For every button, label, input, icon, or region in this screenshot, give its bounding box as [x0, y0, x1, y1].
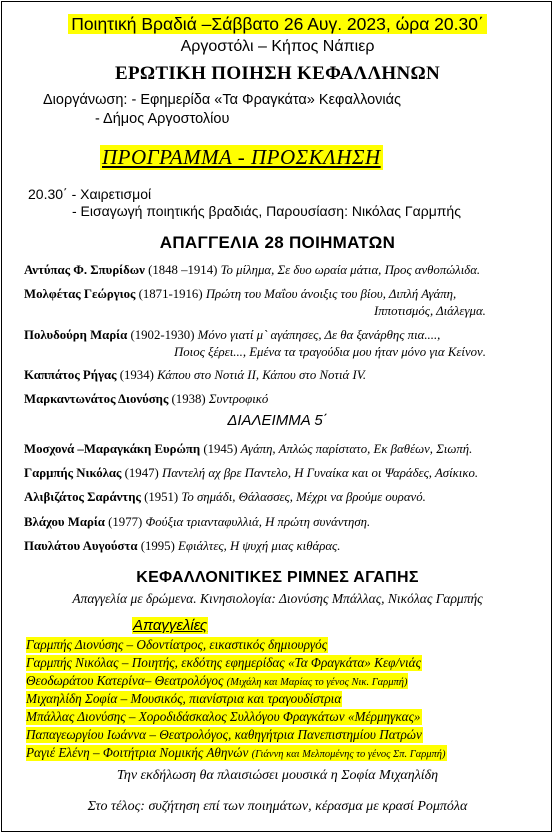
- poet-entry: [24, 466, 478, 481]
- reciter-text: Μιχαηλίδη Σοφία – Μουσικός, πιανίστρια και τραγουδίστρια: [26, 691, 342, 706]
- reciter-text: Μπάλλας Διονύσης – Χοροδιδάσκαλος Συλλόγου Φραγκάτων «Μέρμηγκας»: [26, 709, 421, 724]
- intermission-label: ΔΙΑΛΕΙΜΜΑ 5΄: [227, 412, 328, 429]
- poet-entry: [24, 368, 366, 383]
- reciter-line: [26, 709, 422, 725]
- reciter-line: [26, 691, 342, 707]
- poet-entry: [24, 490, 426, 505]
- reciter-text: Παπαγεωργίου Ιωάννα – Θεατρολόγος, καθηγήτρια Πανεπιστημίου Πατρών: [26, 727, 422, 742]
- poet-poems-continued: Ποιος ξέρει..., Εμένα τα τραγούδια μου ήταν μόνο για Κείνον.: [174, 345, 486, 359]
- reciter-text: Ραγιέ Ελένη – Φοιτήτρια Νομικής Αθηνών: [26, 745, 252, 760]
- poet-entry: [24, 442, 472, 457]
- reciter-line: [26, 745, 447, 761]
- poet-poems: Πρώτη του Μαΐου άνοιξις του βίου, Διπλή Αγάπη,: [205, 287, 457, 301]
- poet-name: Γαρμπής Νικόλας: [24, 466, 122, 480]
- poet-years: (1977): [108, 515, 143, 529]
- reciter-text: Γαρμπής Νικόλας – Ποιητής, εκδότης εφημερίδας «Τα Φραγκάτα» Κεφ/νιάς: [26, 655, 421, 670]
- closing-note: Στο τέλος: συζήτηση επί των ποιημάτων, κέρασμα με κρασί Ρομπόλα: [87, 799, 468, 814]
- reciter-note: (Μιχάλη και Μαρίας το γένος Νικ. Γαρμπή): [226, 677, 408, 688]
- event-place: Αργοστόλι – Κήπος Νάπιερ: [180, 38, 375, 55]
- poet-name: Αλιβιζάτος Σαράντης: [24, 490, 141, 504]
- reciter-line: [26, 673, 408, 689]
- poet-years: (1934): [119, 368, 154, 382]
- rhymes-heading: ΚΕΦΑΛΛΟΝΙΤΙΚΕΣ ΡΙΜΝΕΣ ΑΓΑΠΗΣ: [136, 569, 419, 586]
- organizer-line-1: Διοργάνωση: - Εφημερίδα «Τα Φραγκάτα» Κεφαλλονιάς: [43, 92, 402, 108]
- reciter-line: [26, 637, 328, 653]
- recitations-heading: ΑΠΑΓΓΕΛΙΑ 28 ΠΟΙΗΜΑΤΩΝ: [159, 233, 396, 252]
- poet-entry: [24, 515, 370, 530]
- reciter-note: (Γιάννη και Μελπομένης το γένος Σπ. Γαρμπή): [251, 749, 446, 760]
- poet-poems: Κάπου στο Νοτιά ΙΙ, Κάπου στο Νοτιά IV.: [157, 368, 367, 382]
- poet-entry: [24, 539, 340, 554]
- music-note: Την εκδήλωση θα πλαισιώσει μουσικά η Σοφία Μιχαηλίδη: [116, 768, 439, 783]
- poet-poems: Το μίλημα, Σε δυο ωραία μάτια, Προς ανθοπώλιδα.: [220, 263, 481, 277]
- poet-name: Αντύπας Φ. Σπυρίδων: [24, 263, 145, 277]
- poet-poems: Συντροφικό: [208, 392, 269, 406]
- reciter-line: [26, 655, 422, 671]
- poet-years: (1902-1930): [130, 328, 195, 342]
- poet-name: Μαρκαντωνάτος Διονύσης: [24, 392, 169, 406]
- program-heading: ΠΡΟΓΡΑΜΜΑ - ΠΡΟΣΚΛΗΣΗ: [102, 145, 381, 169]
- poet-poems: Μόνο γιατί μ` αγάπησες, Δε θα ξανάρθης πια....,: [197, 328, 441, 342]
- poet-years: (1951): [144, 490, 179, 504]
- poet-name: Μοσχονά –Μαραγκάκη Ευρώπη: [24, 442, 201, 456]
- poet-name: Πολυδούρη Μαρία: [24, 328, 128, 342]
- poet-years: (1995): [140, 539, 175, 553]
- event-date-text: Ποιητική Βραδιά –Σάββατο 26 Αυγ. 2023, ώρα 20.30΄: [68, 14, 487, 34]
- rhymes-description: Απαγγελία με δρώμενα. Κινησιολογία: Διονύσης Μπάλλας, Νικόλας Γαρμπής: [72, 591, 483, 606]
- organizer-line-2: - Δήμος Αργοστολίου: [95, 111, 230, 127]
- poet-years: (1945): [203, 442, 238, 456]
- poet-entry: [24, 263, 480, 278]
- poet-years: (1871-1916): [138, 287, 203, 301]
- poet-poems: Το σημάδι, Θάλασσες, Μέχρι να βρούμε ουρανό.: [181, 490, 426, 504]
- poet-entry: [24, 392, 268, 407]
- poet-poems: Αγάπη, Απλώς παρίστατο, Εκ βαθέων, Σιωπή.: [240, 442, 473, 456]
- poet-name: Βλάχου Μαρία: [24, 515, 105, 529]
- poet-name: Μολφέτας Γεώργιος: [24, 287, 136, 301]
- poet-years: (1848 –1914): [148, 263, 218, 277]
- reciter-line: [26, 727, 423, 743]
- poet-name: Καππάτος Ρήγας: [24, 368, 117, 382]
- poet-years: (1938): [171, 392, 206, 406]
- poet-poems: Εφιάλτες, Η ψυχή μιας κιθάρας.: [178, 539, 341, 553]
- poet-years: (1947): [124, 466, 159, 480]
- poet-entry: [24, 287, 456, 302]
- poet-poems: Φούξια τριανταφυλλιά, Η πρώτη συνάντηση.: [145, 515, 371, 529]
- poet-name: Παυλάτου Αυγούστα: [24, 539, 138, 553]
- program-intro: - Εισαγωγή ποιητικής βραδιάς, Παρουσίαση: Νικόλας Γαρμπής: [72, 203, 461, 219]
- program-welcome: 20.30΄ - Χαιρετισμοί: [28, 186, 152, 202]
- poet-poems: Παντελή αχ βρε Παντελο, Η Γυναίκα και οι Ψαράδες, Ασίκικο.: [161, 466, 479, 480]
- poet-poems-continued: Ιπποτισμός, Διάλεγμα.: [374, 304, 486, 318]
- reciter-text: Θεοδωράτου Κατερίνα– Θεατρολόγος: [26, 673, 227, 688]
- recitals-label: Απαγγελίες: [133, 617, 208, 634]
- poet-entry: [24, 328, 440, 343]
- main-title: ΕΡΩΤΙΚΗ ΠΟΙΗΣΗ ΚΕΦΑΛΛΗΝΩΝ: [115, 63, 440, 84]
- reciter-text: Γαρμπής Διονύσης – Οδοντίατρος, εικαστικός δημιουργός: [26, 637, 328, 652]
- event-date-line: [0, 14, 555, 35]
